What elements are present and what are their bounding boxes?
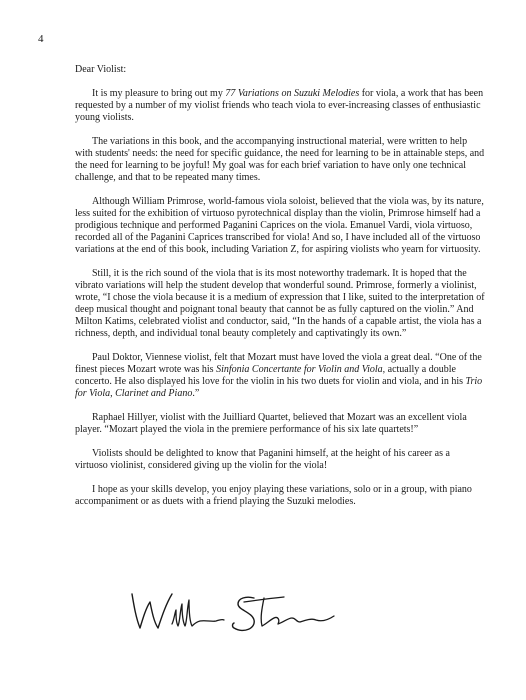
signature-s-stroke (233, 597, 255, 630)
paragraph-text: actually a double concerto. He also displayed his love for the violin in his two duets for violin and viola, and in his (75, 364, 466, 387)
salutation: Dear Violist: (75, 64, 127, 75)
letter-paragraph (75, 88, 485, 124)
paragraph-text: Still, it is the rich sound of the viola that is its most noteworthy trademark. It is hoped that the vibrato variations will help the student develop that wonderful sound. Primrose, formerly a violinist, wrote, “I chose the viola because it is a medium of expression that I like, suited to the interpretation of deep musical thought and poignant tonal beauty that cannot be as fully captured on the violin.” And Milton Katims, celebrated violist and conductor, said, “In the hands of a capable artist, the viola has a richness, depth, and individual tonal beauty completely and captivatingly its own.” (75, 268, 485, 339)
paragraph-text: .” (192, 388, 200, 399)
signature (128, 588, 338, 648)
italic-title: 77 Variations on Suzuki Melodies (225, 88, 360, 99)
letter-paragraph (75, 412, 485, 436)
signature-w-stroke (132, 594, 172, 628)
paragraph-text: Although William Primrose, world-famous viola soloist, believed that the viola was, by its nature, less suited for the exhibition of virtuoso pyrotechnical display than the violin, Primrose himself had a prodigious technique and performed Paganini Caprices on the viola. Emanuel Vardi, viola virtuoso, recorded all of the Paganini Caprices transcribed for viola! And so, I have included all of the virtuoso variations at the end of this book, including Variation Z, for aspiring violists who yearn for virtuosity. (75, 196, 484, 255)
letter-paragraph (75, 484, 485, 508)
letter-paragraph (75, 352, 485, 400)
paragraph-text: Violists should be delighted to know that Paganini himself, at the height of his career as a virtuoso violinist, considered giving up the violin for the viola! (75, 448, 450, 471)
italic-title: Trio for Viola, Clarinet and Piano (75, 376, 483, 399)
signature-tarr-stroke (244, 597, 334, 626)
paragraphs (75, 88, 485, 508)
letter-paragraph (75, 448, 485, 472)
paragraph-text: Paul Doktor, Viennese violist, felt that Mozart must have loved the viola a great deal. “One of the finest pieces Mozart wrote was his (75, 352, 482, 375)
paragraph-text: Raphael Hillyer, violist with the Juilliard Quartet, believed that Mozart was an excellent viola player. “Mozart played the viola in the premiere performance of his six late quartets!” (75, 412, 467, 435)
letter-body (75, 64, 485, 520)
letter-paragraph (75, 136, 485, 184)
paragraph-text: It is my pleasure to bring out my (92, 88, 226, 99)
page-number: 4 (38, 33, 44, 45)
letter-paragraph (75, 268, 485, 340)
paragraph-text: The variations in this book, and the accompanying instructional material, were written to help with students' needs: the need for specific guidance, the need for learning to be in attainable steps, and the need for learning to be joyful! My goal was for each brief variation to have only one technical challenge, and that to be repeated many times. (75, 136, 485, 183)
paragraph-text: I hope as your skills develop, you enjoy playing these variations, solo or in a group, with piano accompaniment or as duets with a friend playing the Suzuki melodies. (75, 484, 472, 507)
signature-illiam-stroke (172, 600, 224, 626)
paragraph-text: for viola, a work that has been requested by a number of my violist friends who teach viola to ever-increasing classes of enthusiastic young violists. (75, 88, 484, 123)
italic-title: Sinfonia Concertante for Violin and Viola, (216, 364, 386, 375)
letter-paragraph (75, 196, 485, 256)
